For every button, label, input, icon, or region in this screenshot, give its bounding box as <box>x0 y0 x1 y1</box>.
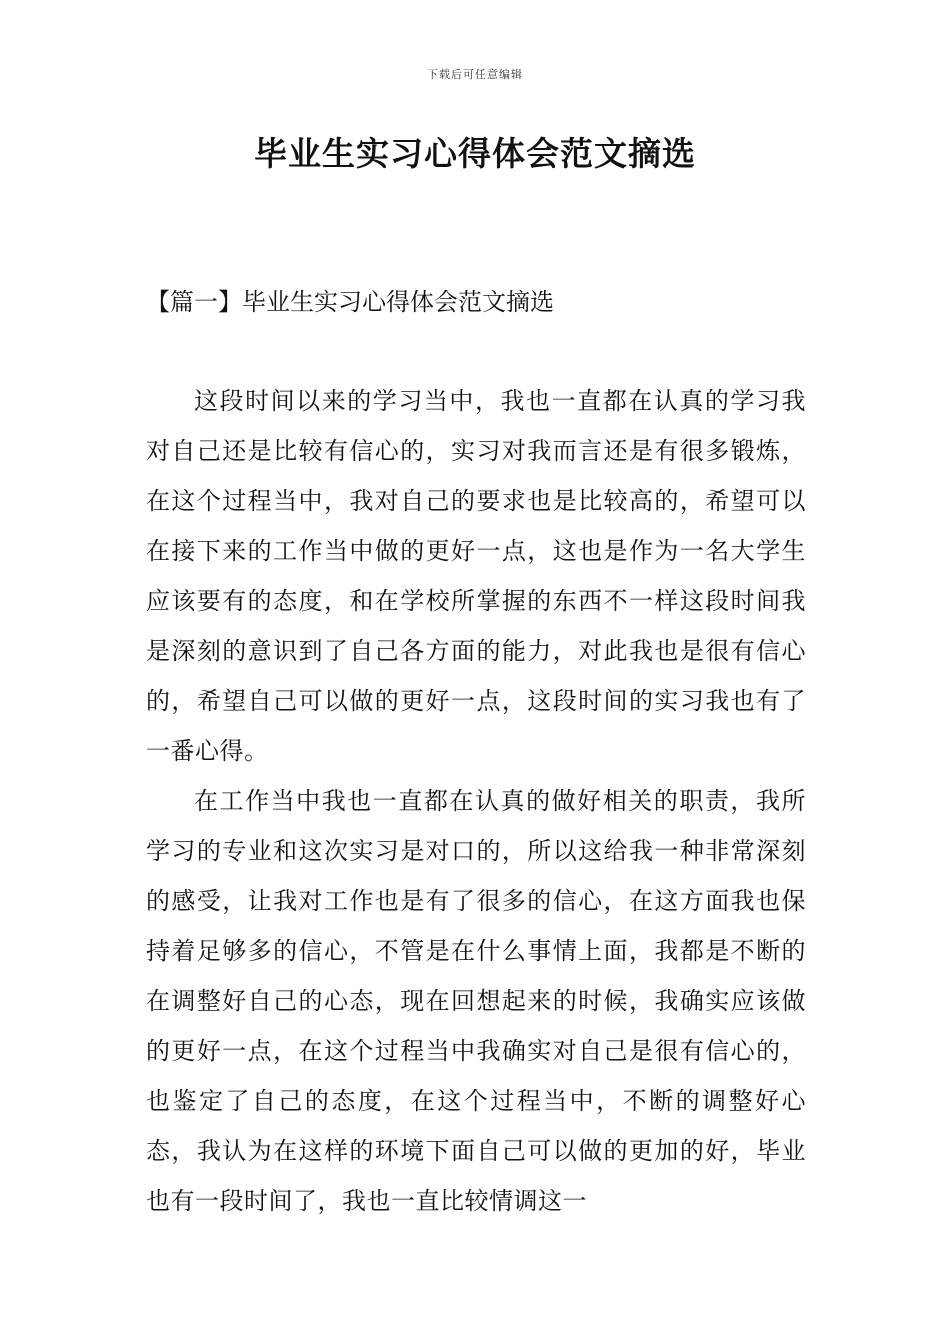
paragraph-2: 在工作当中我也一直都在认真的做好相关的职责，我所学习的专业和这次实习是对口的，所以这给我一种非常深刻的感受，让我对工作也是有了很多的信心，在这方面我也保持着足够多的信心，不管是在什么事情上面，我都是不断的在调整好自己的心态，现在回想起来的时候，我确实应该做的更好一点，在这个过程当中我确实对自己是很有信心的，也鉴定了自己的态度，在这个过程当中，不断的调整好心态，我认为在这样的环境下面自己可以做的更加的好，毕业也有一段时间了，我也一直比较情调这一 <box>146 787 806 1215</box>
page-title: 毕业生实习心得体会范文摘选 <box>254 134 696 173</box>
section-heading: 【篇一】毕业生实习心得体会范文摘选 <box>146 288 554 316</box>
header-note: 下载后可任意编辑 <box>427 68 523 81</box>
body-text <box>146 376 806 1226</box>
paragraph-1: 这段时间以来的学习当中，我也一直都在认真的学习我对自己还是比较有信心的，实习对我而言还是有很多锻炼，在这个过程当中，我对自己的要求也是比较高的，希望可以在接下来的工作当中做的更好一点，这也是作为一名大学生应该要有的态度，和在学校所掌握的东西不一样这段时间我是深刻的意识到了自己各方面的能力，对此我也是很有信心的，希望自己可以做的更好一点，这段时间的实习我也有了一番心得。 <box>146 387 806 765</box>
